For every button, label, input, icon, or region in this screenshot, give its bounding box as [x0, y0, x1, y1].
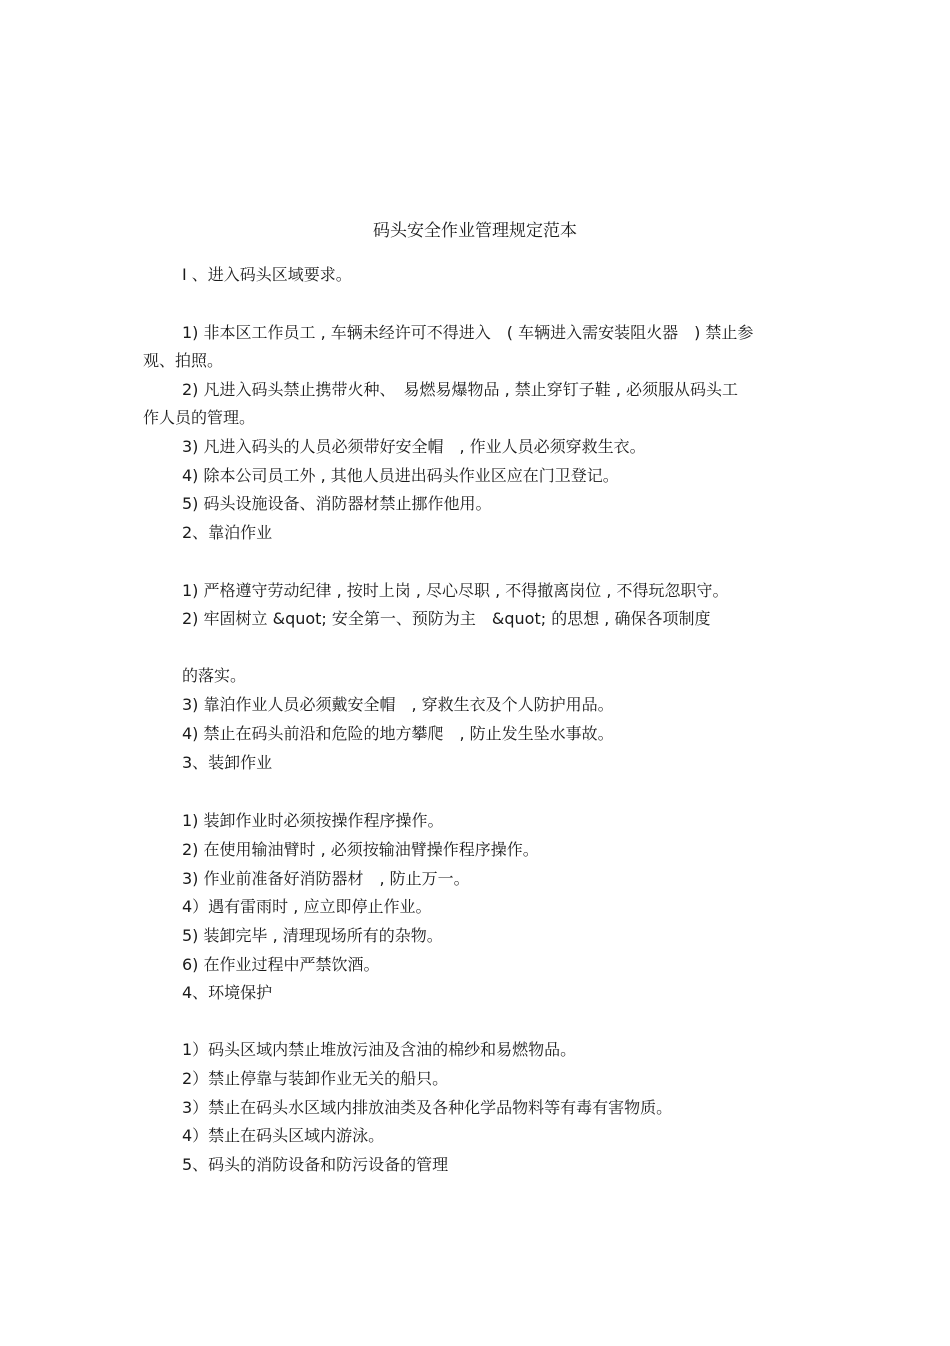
- section-4-heading: 4、环境保护: [182, 983, 273, 1002]
- section-3-item-3: 3) 作业前准备好消防器材 , 防止万一。: [182, 869, 470, 888]
- section-1-item-2-cont: 作人员的管理。: [143, 408, 256, 427]
- section-3-item-2: 2) 在使用输油臂时 , 必须按输油臂操作程序操作。: [182, 840, 539, 859]
- section-4-item-2: 2）禁止停靠与装卸作业无关的船只。: [182, 1069, 449, 1088]
- section-1-item-3: 3) 凡进入码头的人员必须带好安全帽 , 作业人员必须穿救生衣。: [182, 437, 646, 456]
- section-3-item-5: 5) 装卸完毕 , 清理现场所有的杂物。: [182, 926, 443, 945]
- section-1-item-2: 2) 凡进入码头禁止携带火种、 易燃易爆物品 , 禁止穿钉子鞋 , 必须服从码头工: [182, 380, 739, 399]
- section-1-item-5: 5) 码头设施设备、消防器材禁止挪作他用。: [182, 494, 492, 513]
- section-4-item-3: 3）禁止在码头水区域内排放油类及各种化学品物料等有毒有害物质。: [182, 1098, 673, 1117]
- section-2-item-2-cont: 的落实。: [182, 666, 247, 685]
- section-2-item-3: 3) 靠泊作业人员必须戴安全帽 , 穿救生衣及个人防护用品。: [182, 695, 614, 714]
- section-1-item-1: 1) 非本区工作员工 , 车辆未经许可不得进入 ( 车辆进入需安装阻火器 ) 禁止参: [182, 323, 754, 342]
- section-3-item-6: 6) 在作业过程中严禁饮酒。: [182, 955, 380, 974]
- document-title: 码头安全作业管理规定范本: [373, 221, 577, 241]
- section-5-heading: 5、码头的消防设备和防污设备的管理: [182, 1155, 449, 1174]
- section-2-item-1: 1) 严格遵守劳动纪律 , 按时上岗 , 尽心尽职 , 不得撤离岗位 , 不得玩忽职守。: [182, 581, 729, 600]
- section-1-item-4: 4) 除本公司员工外 , 其他人员进出码头作业区应在门卫登记。: [182, 466, 619, 485]
- section-2-item-4: 4) 禁止在码头前沿和危险的地方攀爬 , 防止发生坠水事故。: [182, 724, 614, 743]
- section-2-heading: 2、靠泊作业: [182, 523, 273, 542]
- section-1-item-1-cont: 观、拍照。: [143, 351, 224, 370]
- section-4-item-1: 1）码头区域内禁止堆放污油及含油的棉纱和易燃物品。: [182, 1040, 577, 1059]
- section-3-item-1: 1) 装卸作业时必须按操作程序操作。: [182, 811, 444, 830]
- section-3-item-4: 4）遇有雷雨时 , 应立即停止作业。: [182, 897, 432, 916]
- section-2-item-2: 2) 牢固树立 &quot; 安全第一、预防为主 &quot; 的思想 , 确保各项制度: [182, 609, 711, 628]
- section-4-item-4: 4）禁止在码头区域内游泳。: [182, 1126, 385, 1145]
- section-1-heading: I 、进入码头区域要求。: [182, 265, 352, 284]
- section-3-heading: 3、装卸作业: [182, 753, 273, 772]
